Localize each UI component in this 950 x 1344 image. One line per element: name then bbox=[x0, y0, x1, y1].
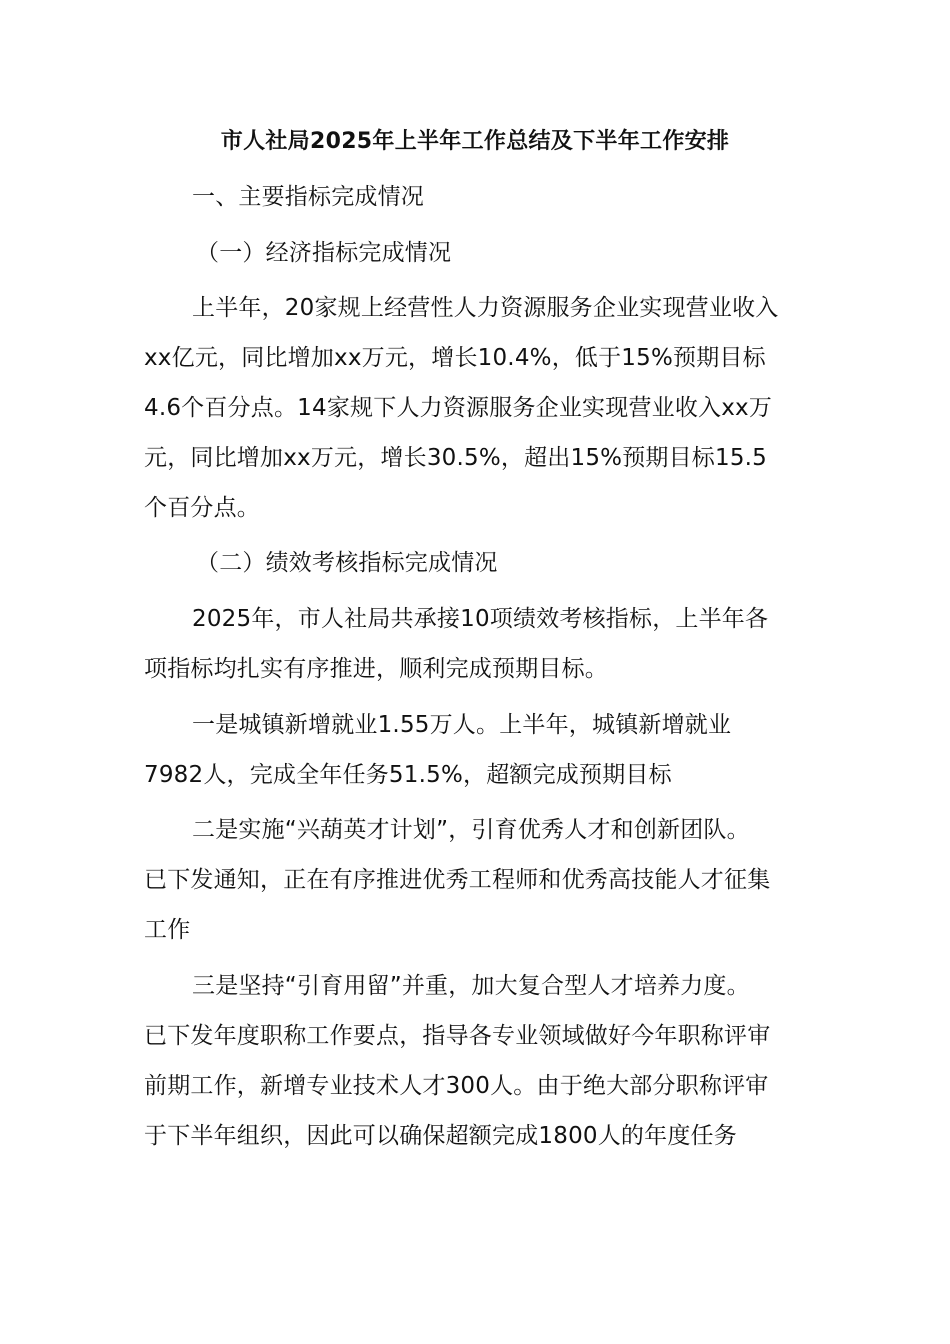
paragraph-line: 7982人，完成全年任务51.5%，超额完成预期目标 bbox=[144, 762, 672, 788]
section-heading-main-indicators: 一、主要指标完成情况 bbox=[192, 184, 424, 210]
paragraph-line: 元，同比增加xx万元，增长30.5%，超出15%预期目标15.5 bbox=[144, 445, 768, 471]
paragraph-line: 已下发年度职称工作要点，指导各专业领域做好今年职称评审 bbox=[144, 1023, 771, 1049]
document-title: 市人社局2025年上半年工作总结及下半年工作安排 bbox=[220, 129, 730, 154]
paragraph-line: 于下半年组织，因此可以确保超额完成1800人的年度任务 bbox=[144, 1123, 737, 1149]
paragraph-line: 个百分点。 bbox=[144, 495, 260, 521]
paragraph-line: 上半年，20家规上经营性人力资源服务企业实现营业收入 bbox=[192, 295, 779, 321]
paragraph-line: xx亿元，同比增加xx万元，增长10.4%，低于15%预期目标 bbox=[144, 345, 766, 371]
paragraph-line: 2025年，市人社局共承接10项绩效考核指标，上半年各 bbox=[192, 606, 769, 632]
paragraph-line: 三是坚持“引育用留”并重，加大复合型人才培养力度。 bbox=[192, 973, 750, 999]
paragraph-line: 项指标均扎实有序推进，顺利完成预期目标。 bbox=[144, 656, 608, 682]
paragraph-line: 工作 bbox=[144, 917, 191, 943]
paragraph-line: 已下发通知，正在有序推进优秀工程师和优秀高技能人才征集 bbox=[144, 867, 771, 893]
subsection-heading-performance: （二）绩效考核指标完成情况 bbox=[196, 550, 498, 576]
subsection-heading-economic: （一）经济指标完成情况 bbox=[196, 240, 452, 266]
paragraph-line: 前期工作，新增专业技术人才300人。由于绝大部分职称评审 bbox=[144, 1073, 769, 1099]
paragraph-line: 4.6个百分点。14家规下人力资源服务企业实现营业收入xx万 bbox=[144, 395, 773, 421]
paragraph-line: 一是城镇新增就业1.55万人。上半年，城镇新增就业 bbox=[192, 712, 732, 738]
paragraph-line: 二是实施“兴葫英才计划”，引育优秀人才和创新团队。 bbox=[192, 817, 750, 843]
